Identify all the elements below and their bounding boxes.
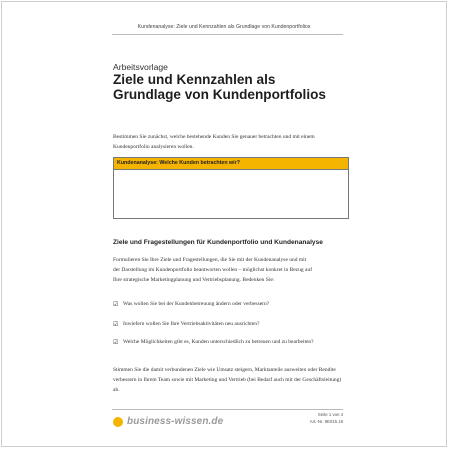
- document-title: Ziele und Kennzahlen als Grundlage von Kundenportfolios: [113, 72, 326, 102]
- article-number: Art.-Nr. 9E015.19: [309, 418, 343, 424]
- section-paragraph: Formulieren Sie Ihre Ziele und Fragestellungen, die Sie mit der Kundenanalyse und mit der Darstellung im Kundenportfolio beantworten wollen – möglichst konkret in Bezug auf Ihre strategische Marketingplanung und Vertriebsplanung. Bedenken Sie:: [113, 257, 313, 284]
- document-type: Arbeitsvorlage: [113, 62, 168, 72]
- question-item: [113, 338, 318, 348]
- checkbox-icon[interactable]: ☑: [113, 339, 119, 346]
- section-title: Ziele und Fragestellungen für Kundenportfolio und Kundenanalyse: [113, 239, 323, 246]
- checkbox-icon[interactable]: ☑: [113, 301, 119, 308]
- question-text: Was wollen Sie bei der Kundenbetreuung ändern oder verbessern?: [123, 301, 270, 307]
- outro-paragraph: Stimmen Sie die damit verbundenen Ziele wie Umsatz steigern, Marktanteile ausweiten oder Rendite verbessern in Ihrem Team sowie mit Marketing und Vertrieb (bei Bedarf auch mit der Geschäftsleitung) ab.: [113, 367, 342, 394]
- logo-text: business-wissen.de: [127, 416, 224, 427]
- question-item: [113, 320, 349, 330]
- customer-input-box[interactable]: [113, 157, 349, 219]
- intro-paragraph: Bestimmen Sie zunächst, welche bestehende Kunden Sie genauer betrachten und mit einem Kundenportfolio analysieren wollen.: [113, 134, 315, 150]
- question-item: [113, 300, 349, 310]
- customer-input-label: Kundenanalyse: Welche Kunden betrachten wir?: [114, 158, 348, 170]
- document-page: [1, 1, 447, 447]
- footer-divider: [112, 409, 343, 410]
- page-info: [310, 412, 343, 425]
- question-text: Inwiefern wollen Sie Ihre Vertriebsaktivitäten neu ausrichten?: [123, 321, 260, 327]
- question-text: Welche Möglichkeiten gibt es, Kunden unterschiedlich zu betreuen und zu bearbeiten?: [123, 339, 314, 345]
- running-header: Kundenanalyse: Ziele und Kennzahlen als Grundlage von Kundenportfolios: [137, 24, 311, 30]
- header-divider: [112, 34, 343, 35]
- logo-dot-icon: [113, 417, 123, 427]
- checkbox-icon[interactable]: ☑: [113, 321, 119, 328]
- page-number: Seite 1 von 4: [317, 412, 343, 417]
